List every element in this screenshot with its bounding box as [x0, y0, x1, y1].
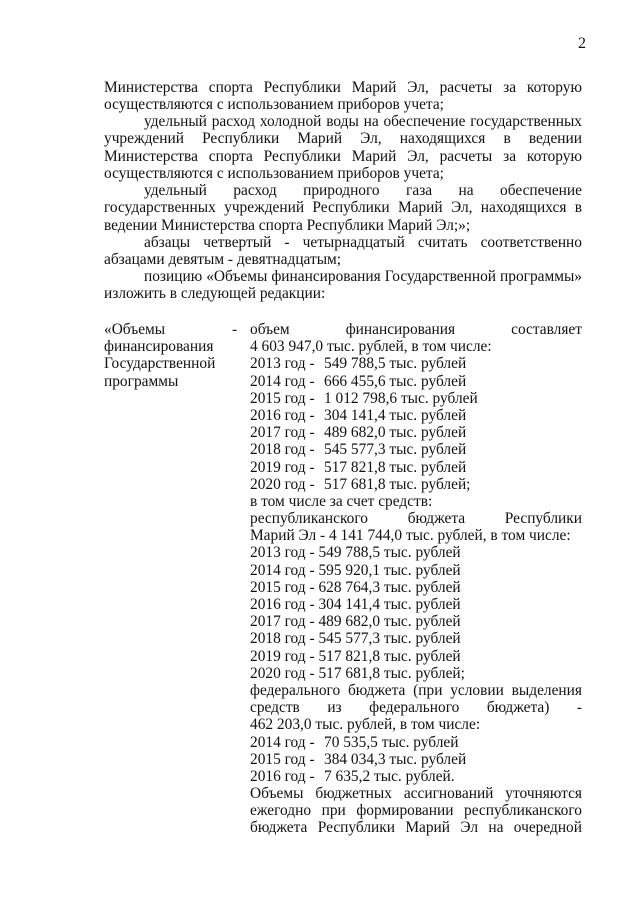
- total-year-row: 2020 год - 517 681,8 тыс. рублей;: [250, 475, 471, 493]
- total-year-row: 2018 год - 545 577,3 тыс. рублей: [250, 441, 467, 459]
- federal-year-row: 2016 год - 7 635,2 тыс. рублей.: [250, 767, 455, 785]
- note-line: ежегодно при формировании республиканского: [250, 802, 582, 820]
- paragraph-continuation: Министерства спорта Республики Марий Эл, расчеты за которую осуществляются с использованием приборов учета;: [104, 79, 582, 114]
- total-year-row: 2013 год - 549 788,5 тыс. рублей: [250, 355, 467, 373]
- republic-year-row: 2015 год - 628 764,3 тыс. рублей: [250, 578, 461, 596]
- total-line: объем финансирования составляет: [250, 321, 582, 338]
- republic-budget-amount: Марий Эл - 4 141 744,0 тыс. рублей, в том числе:: [250, 527, 571, 545]
- position-content: [250, 321, 582, 837]
- federal-budget-amount: 462 203,0 тыс. рублей, в том числе:: [250, 716, 481, 734]
- paragraph-cold-water: удельный расход холодной воды на обеспечение государственных учреждений Республики Марий Эл, находящихся в ведении Министерства спорта Республики Марий Эл, расчеты за которую осуществляются с использованием приборов учета;: [104, 113, 582, 182]
- total-year-row: 2019 год - 517 821,8 тыс. рублей: [250, 458, 467, 476]
- republic-budget-line: республиканского бюджета Республики: [250, 510, 582, 528]
- paragraph-natural-gas: удельный расход природного газа на обеспечение государственных учреждений Республики Марий Эл, находящихся в ведении Министерства спорта Республики Марий Эл;»;: [104, 182, 582, 234]
- republic-year-row: 2019 год - 517 821,8 тыс. рублей: [250, 647, 461, 665]
- federal-year-row: 2014 год - 70 535,5 тыс. рублей: [250, 733, 459, 751]
- federal-budget-line: средств из федерального бюджета) -: [250, 699, 582, 717]
- total-year-row: 2015 год - 1 012 798,6 тыс. рублей: [250, 389, 478, 407]
- position-dash: -: [232, 321, 238, 338]
- federal-year-row: 2015 год - 384 034,3 тыс. рублей: [250, 750, 467, 768]
- federal-budget-line: федерального бюджета (при условии выделения: [250, 681, 582, 699]
- republic-year-row: 2016 год - 304 141,4 тыс. рублей: [250, 596, 461, 613]
- republic-year-row: 2013 год - 549 788,5 тыс. рублей: [250, 544, 461, 562]
- republic-year-row: 2020 год - 517 681,8 тыс. рублей;: [250, 664, 465, 682]
- total-year-row: 2016 год - 304 141,4 тыс. рублей: [250, 406, 467, 424]
- note-line: бюджета Республики Марий Эл на очередной: [250, 819, 582, 837]
- funds-intro: в том числе за счет средств:: [250, 492, 433, 510]
- position-label: «Объемы финансирования Государственной программы: [104, 321, 216, 390]
- note-line: Объемы бюджетных ассигнований уточняются: [250, 785, 582, 803]
- total-year-row: 2014 год - 666 455,6 тыс. рублей: [250, 372, 467, 390]
- total-year-row: 2017 год - 489 682,0 тыс. рублей: [250, 424, 467, 442]
- republic-year-row: 2018 год - 545 577,3 тыс. рублей: [250, 630, 461, 648]
- paragraph-position-intro: позицию «Объемы финансирования Государственной программы» изложить в следующей редакции:: [104, 268, 582, 303]
- total-amount-line: 4 603 947,0 тыс. рублей, в том числе:: [250, 338, 492, 356]
- page-number: 2: [578, 35, 586, 52]
- paragraph-renumbering: абзацы четвертый - четырнадцатый считать соответственно абзацами девятым - девятнадцатым;: [104, 234, 582, 269]
- republic-year-row: 2017 год - 489 682,0 тыс. рублей: [250, 613, 461, 631]
- republic-year-row: 2014 год - 595 920,1 тыс. рублей: [250, 561, 461, 579]
